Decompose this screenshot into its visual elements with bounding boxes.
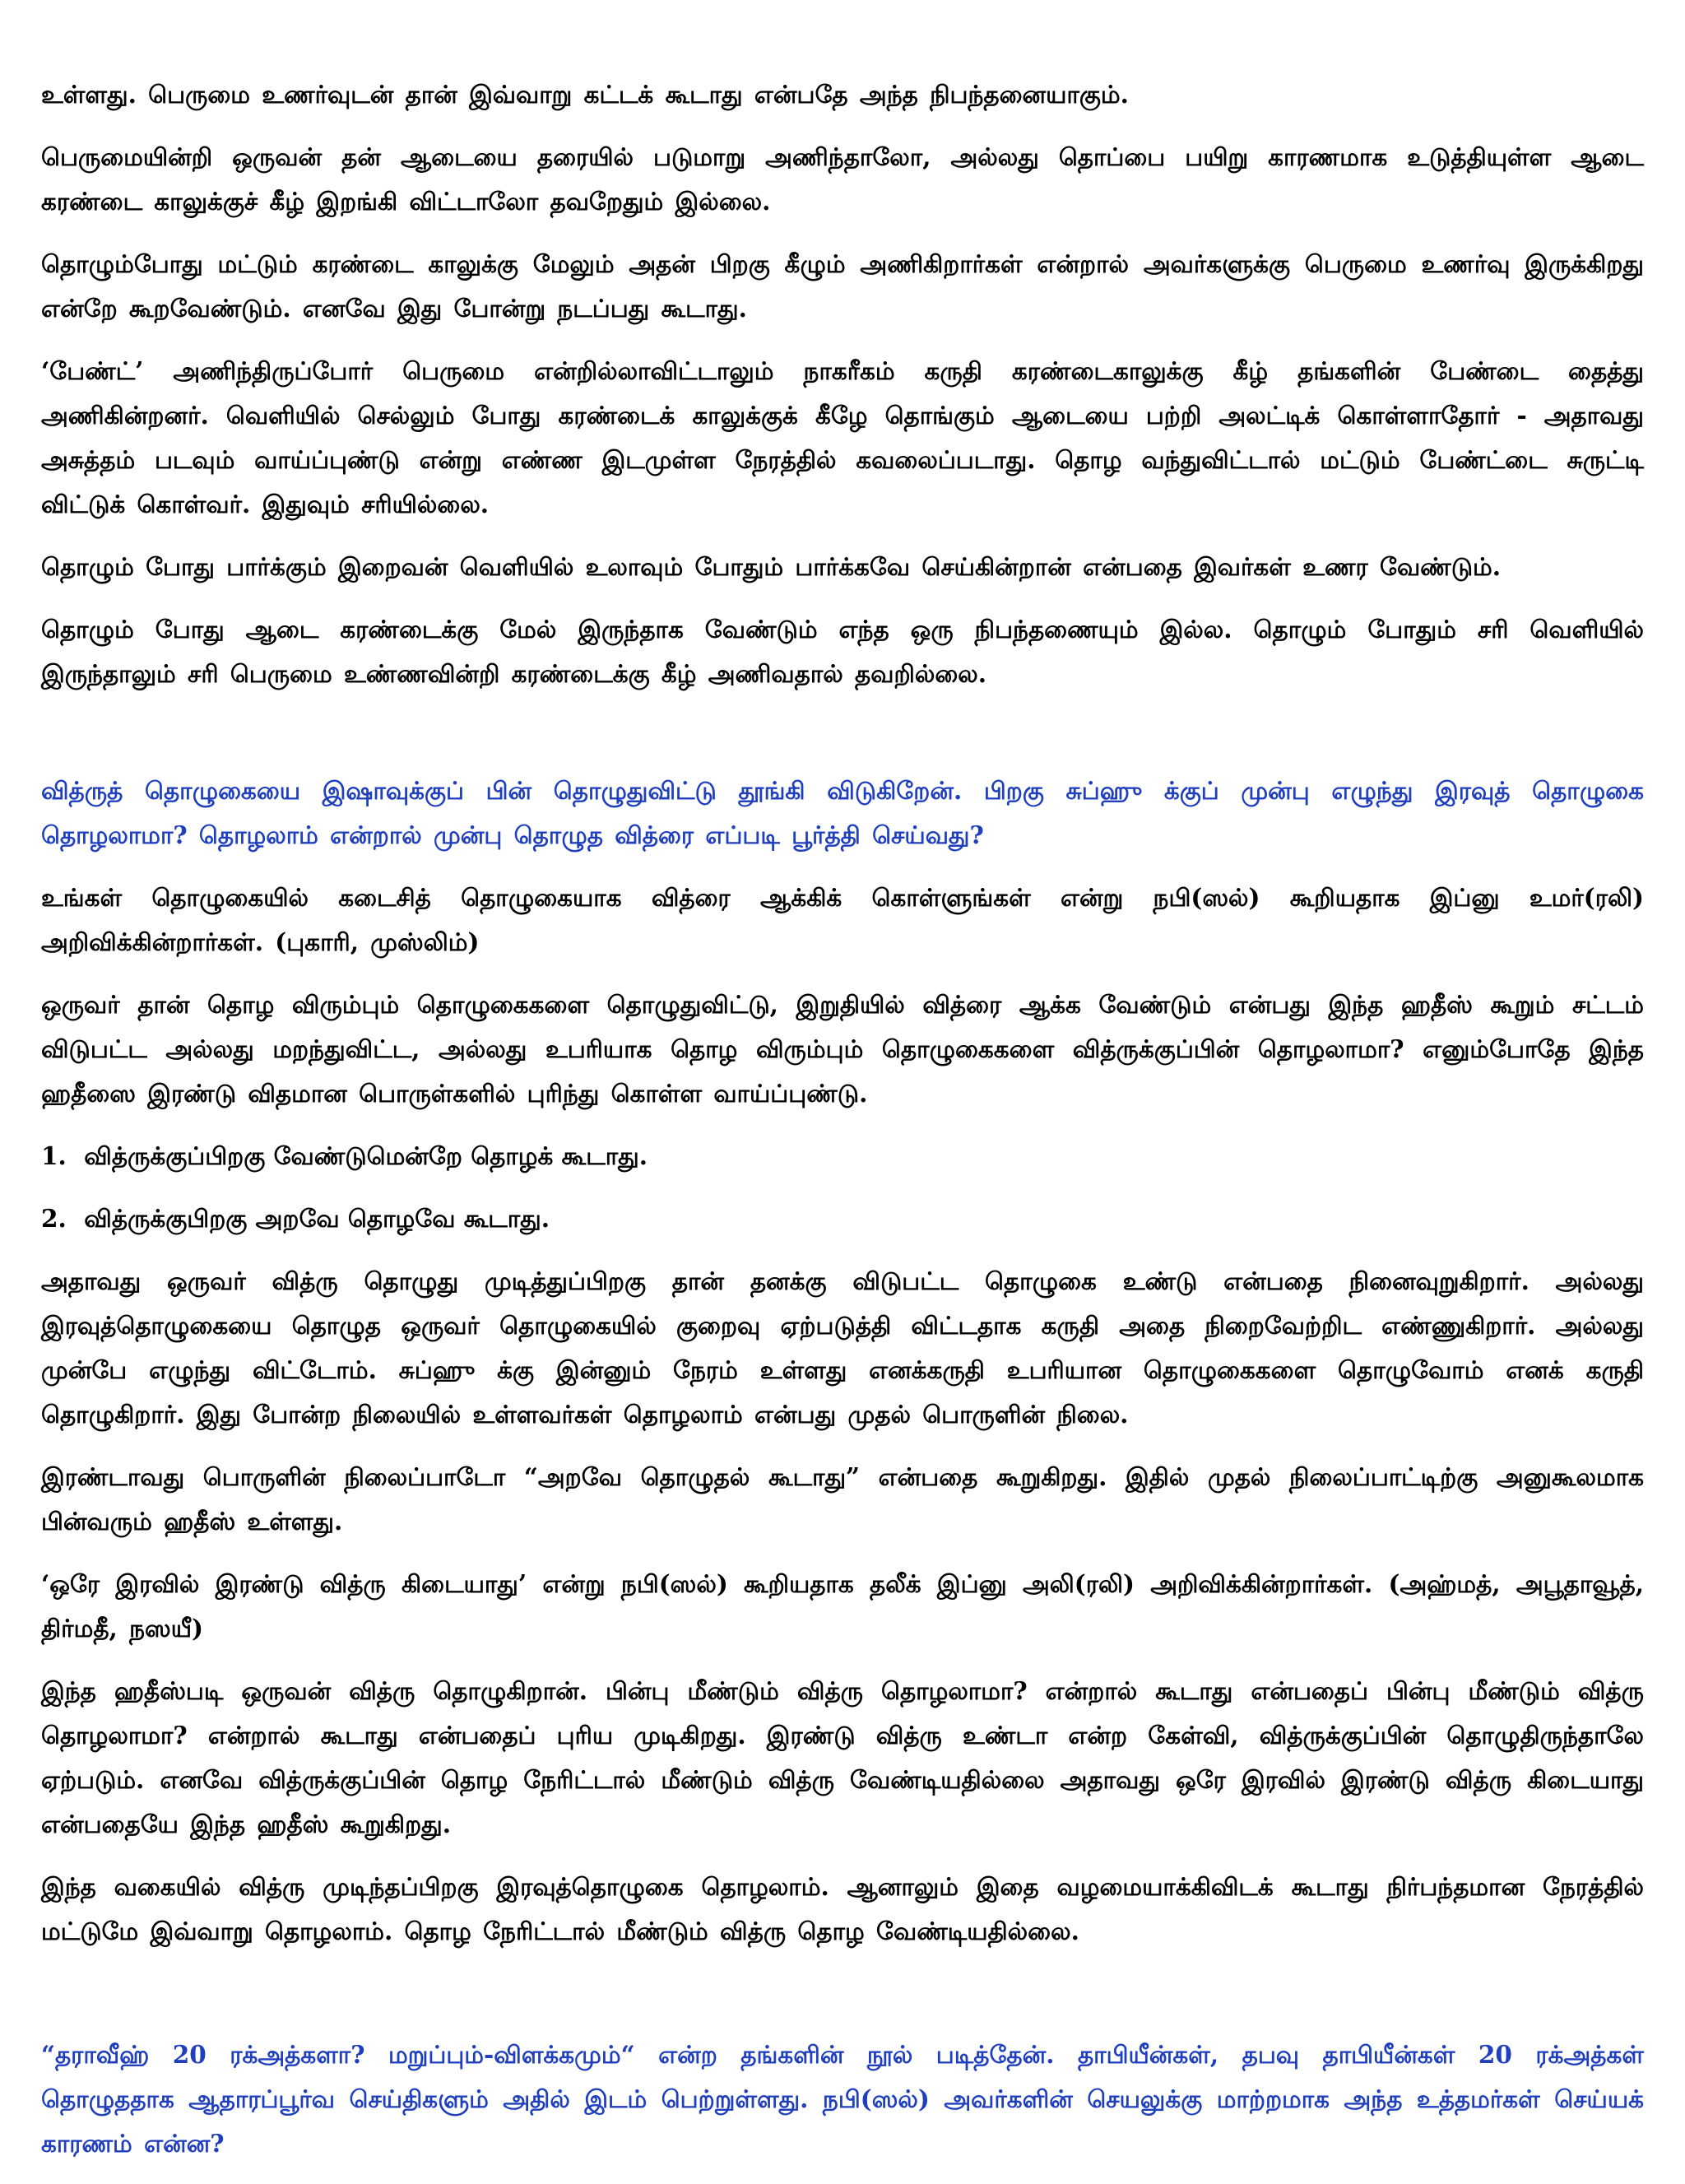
paragraph: உங்கள் தொழுகையில் கடைசித் தொழுகையாக வித்ரை ஆக்கிக் கொள்ளுங்கள் என்று நபி(ஸல்) கூறியதாக இப்னு உமர்(ரலி) அறிவிக்கின்றார்கள். (புகாரி, முஸ்லிம்) <box>41 883 1644 956</box>
paragraph: இந்த வகையில் வித்ரு முடிந்தப்பிறகு இரவுத்தொழுகை தொழலாம். ஆனாலும் இதை வழமையாக்கிவிடக் கூடாது நிர்பந்தமான நேரத்தில் மட்டுமே இவ்வாறு தொழலாம். தொழ நேரிட்டால் மீண்டும் வித்ரு தொழ வேண்டியதில்லை. <box>41 1872 1644 1945</box>
document-page <box>41 72 1644 2184</box>
paragraph: உள்ளது. பெருமை உணர்வுடன் தான் இவ்வாறு கட்டக் கூடாது என்பதே அந்த நிபந்தனையாகும். <box>41 80 1129 109</box>
question-heading: வித்ருத் தொழுகையை இஷாவுக்குப் பின் தொழுதுவிட்டு தூங்கி விடுகிறேன். பிறகு சுப்ஹு க்குப் முன்பு எழுந்து இரவுத் தொழுகை தொழலாமா? தொழலாம் என்றால் முன்பு தொழுத வித்ரை எப்படி பூர்த்தி செய்வது? <box>41 776 1644 849</box>
paragraph: ‘பேண்ட்’ அணிந்திருப்போர் பெருமை என்றில்லாவிட்டாலும் நாகரீகம் கருதி கரண்டைகாலுக்கு கீழ் தங்களின் பேண்டை தைத்து அணிகின்றனர். வெளியில் செல்லும் போது கரண்டைக் காலுக்குக் கீழே தொங்கும் ஆடையை பற்றி அலட்டிக் கொள்ளாதோர் - அதாவது அசுத்தம் படவும் வாய்ப்புண்டு என்று எண்ண இடமுள்ள நேரத்தில் கவலைப்படாது. தொழ வந்துவிட்டால் மட்டும் பேண்ட்டை சுருட்டி விட்டுக் கொள்வர். இதுவும் சரியில்லை. <box>41 356 1644 518</box>
paragraph: ‘ஒரே இரவில் இரண்டு வித்ரு கிடையாது’ என்று நபி(ஸல்) கூறியதாக தலீக் இப்னு அலி(ரலி) அறிவிக்கின்றார்கள். (அஹ்மத், அபூதாவூத், திர்மதீ, நஸயீ) <box>41 1569 1644 1643</box>
list-item <box>41 1134 1644 1178</box>
paragraph: அதாவது ஒருவர் வித்ரு தொழுது முடித்துப்பிறகு தான் தனக்கு விடுபட்ட தொழுகை உண்டு என்பதை நினைவுறுகிறார். அல்லது இரவுத்தொழுகையை தொழுத ஒருவர் தொழுகையில் குறைவு ஏற்படுத்தி விட்டதாக கருதி அதை நிறைவேற்றிட எண்ணுகிறார். அல்லது முன்பே எழுந்து விட்டோம். சுப்ஹு க்கு இன்னும் நேரம் உள்ளது எனக்கருதி உபரியான தொழுகைகளை தொழுவோம் எனக் கருதி தொழுகிறார். இது போன்ற நிலையில் உள்ளவர்கள் தொழலாம் என்பது முதல் பொருளின் நிலை. <box>41 1266 1644 1429</box>
paragraph: பெருமையின்றி ஒருவன் தன் ஆடையை தரையில் படுமாறு அணிந்தாலோ, அல்லது தொப்பை பயிறு காரணமாக உடுத்தியுள்ள ஆடை கரண்டை காலுக்குச் கீழ் இறங்கி விட்டாலோ தவறேதும் இல்லை. <box>41 142 1644 216</box>
paragraph: தொழும் போது ஆடை கரண்டைக்கு மேல் இருந்தாக வேண்டும் எந்த ஒரு நிபந்தணையும் இல்ல. தொழும் போதும் சரி வெளியில் இருந்தாலும் சரி பெருமை உண்ணவின்றி கரண்டைக்கு கீழ் அணிவதால் தவறில்லை. <box>41 615 1644 688</box>
paragraph: ஒருவர் தான் தொழ விரும்பும் தொழுகைகளை தொழுதுவிட்டு, இறுதியில் வித்ரை ஆக்க வேண்டும் என்பது இந்த ஹதீஸ் கூறும் சட்டம் விடுபட்ட அல்லது மறந்துவிட்ட, அல்லது உபரியாக தொழ விரும்பும் தொழுகைகளை வித்ருக்குப்பின் தொழலாமா? எனும்போதே இந்த ஹதீஸை இரண்டு விதமான பொருள்களில் புரிந்து கொள்ள வாய்ப்புண்டு. <box>41 990 1644 1108</box>
paragraph: தொழும் போது பார்க்கும் இறைவன் வெளியில் உலாவும் போதும் பார்க்கவே செய்கின்றான் என்பதை இவர்கள் உணர வேண்டும். <box>41 552 1502 581</box>
list-number: 1. <box>41 1141 67 1170</box>
paragraph: தொழும்போது மட்டும் கரண்டை காலுக்கு மேலும் அதன் பிறகு கீழும் அணிகிறார்கள் என்றால் அவர்களுக்கு பெருமை உணர்வு இருக்கிறது என்றே கூறவேண்டும். எனவே இது போன்று நடப்பது கூடாது. <box>41 249 1644 323</box>
list-text: வித்ருக்குபிறகு அறவே தொழவே கூடாது. <box>84 1204 550 1233</box>
paragraph: இந்த ஹதீஸ்படி ஒருவன் வித்ரு தொழுகிறான். பின்பு மீண்டும் வித்ரு தொழலாமா? என்றால் கூடாது என்பதைப் பின்பு மீண்டும் வித்ரு தொழலாமா? என்றால் கூடாது என்பதைப் புரிய முடிகிறது. இரண்டு வித்ரு உண்டா என்ற கேள்வி, வித்ருக்குப்பின் தொழுதிருந்தாலே ஏற்படும். எனவே வித்ருக்குப்பின் தொழ நேரிட்டால் மீண்டும் வித்ரு வேண்டியதில்லை அதாவது ஒரே இரவில் இரண்டு வித்ரு கிடையாது என்பதையே இந்த ஹதீஸ் கூறுகிறது. <box>41 1676 1644 1838</box>
list-item <box>41 1197 1644 1241</box>
list-number: 2. <box>41 1204 67 1233</box>
paragraph: இரண்டாவது பொருளின் நிலைப்பாடோ “அறவே தொழுதல் கூடாது” என்பதை கூறுகிறது. இதில் முதல் நிலைப்பாட்டிற்கு அனுகூலமாக பின்வரும் ஹதீஸ் உள்ளது. <box>41 1462 1644 1536</box>
question-heading: “தராவீஹ் 20 ரக்அத்களா? மறுப்பும்-விளக்கமும்“ என்ற தங்களின் நூல் படித்தேன். தாபியீன்கள், தபவு தாபியீன்கள் 20 ரக்அத்கள் தொழுததாக ஆதாரப்பூர்வ செய்திகளும் அதில் இடம் பெற்றுள்ளது. நபி(ஸல்) அவர்களின் செயலுக்கு மாற்றமாக அந்த உத்தமர்கள் செய்யக் காரணம் என்ன? <box>41 2040 1644 2158</box>
list-text: வித்ருக்குப்பிறகு வேண்டுமென்றே தொழக் கூடாது. <box>84 1141 648 1170</box>
